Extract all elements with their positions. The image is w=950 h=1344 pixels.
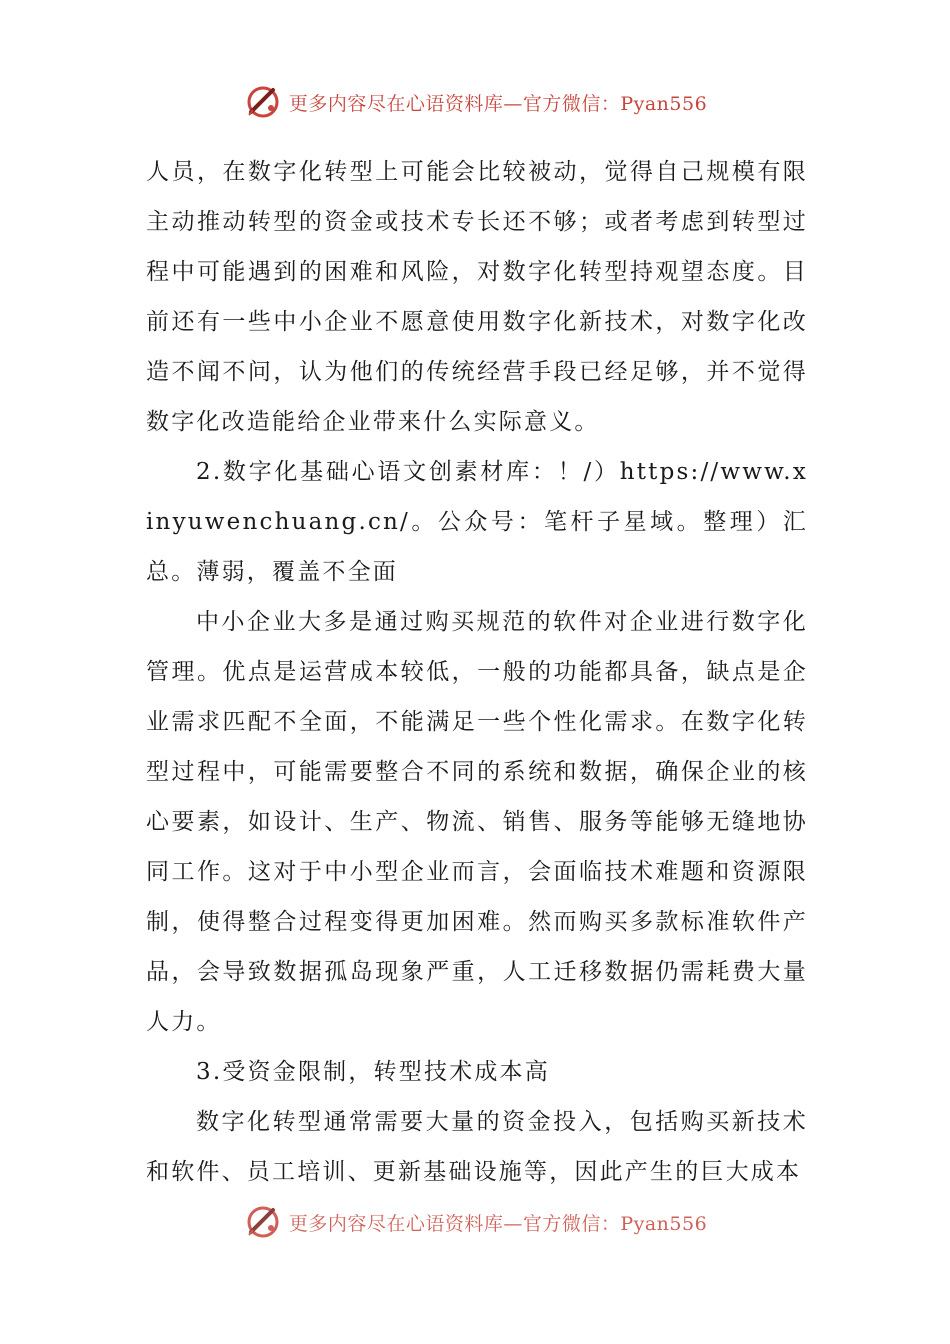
document-body	[146, 147, 808, 1197]
section-heading-2: 2.数字化基础心语文创素材库：！/）https://www.xinyuwenchuang.cn/。公众号：笔杆子星域。整理）汇总。薄弱，覆盖不全面	[146, 459, 808, 585]
paragraph-3: 数字化转型通常需要大量的资金投入，包括购买新技术和软件、员工培训、更新基础设施等，因此产生的巨大成本	[146, 1109, 808, 1185]
pen-logo-icon	[243, 1202, 283, 1242]
section-heading-3: 3.受资金限制，转型技术成本高	[196, 1059, 550, 1085]
pen-logo-icon	[243, 82, 283, 122]
footer-banner-text: 更多内容尽在心语资料库—官方微信：Pyan556	[288, 1212, 708, 1235]
header-banner-text: 更多内容尽在心语资料库—官方微信：Pyan556	[288, 92, 708, 115]
paragraph-2: 中小企业大多是通过购买规范的软件对企业进行数字化管理。优点是运营成本较低，一般的功能都具备，缺点是企业需求匹配不全面，不能满足一些个性化需求。在数字化转型过程中，可能需要整合不同的系统和数据，确保企业的核心要素，如设计、生产、物流、销售、服务等能够无缝地协同工作。这对于中小型企业而言，会面临技术难题和资源限制，使得整合过程变得更加困难。然而购买多款标准软件产品，会导致数据孤岛现象严重，人工迁移数据仍需耗费大量人力。	[146, 609, 808, 1035]
paragraph-1: 人员，在数字化转型上可能会比较被动，觉得自己规模有限主动推动转型的资金或技术专长还不够；或者考虑到转型过程中可能遇到的困难和风险，对数字化转型持观望态度。目前还有一些中小企业不愿意使用数字化新技术，对数字化改造不闻不问，认为他们的传统经营手段已经足够，并不觉得数字化改造能给企业带来什么实际意义。	[146, 159, 808, 435]
footer-banner	[0, 1202, 950, 1242]
header-banner	[0, 82, 950, 122]
